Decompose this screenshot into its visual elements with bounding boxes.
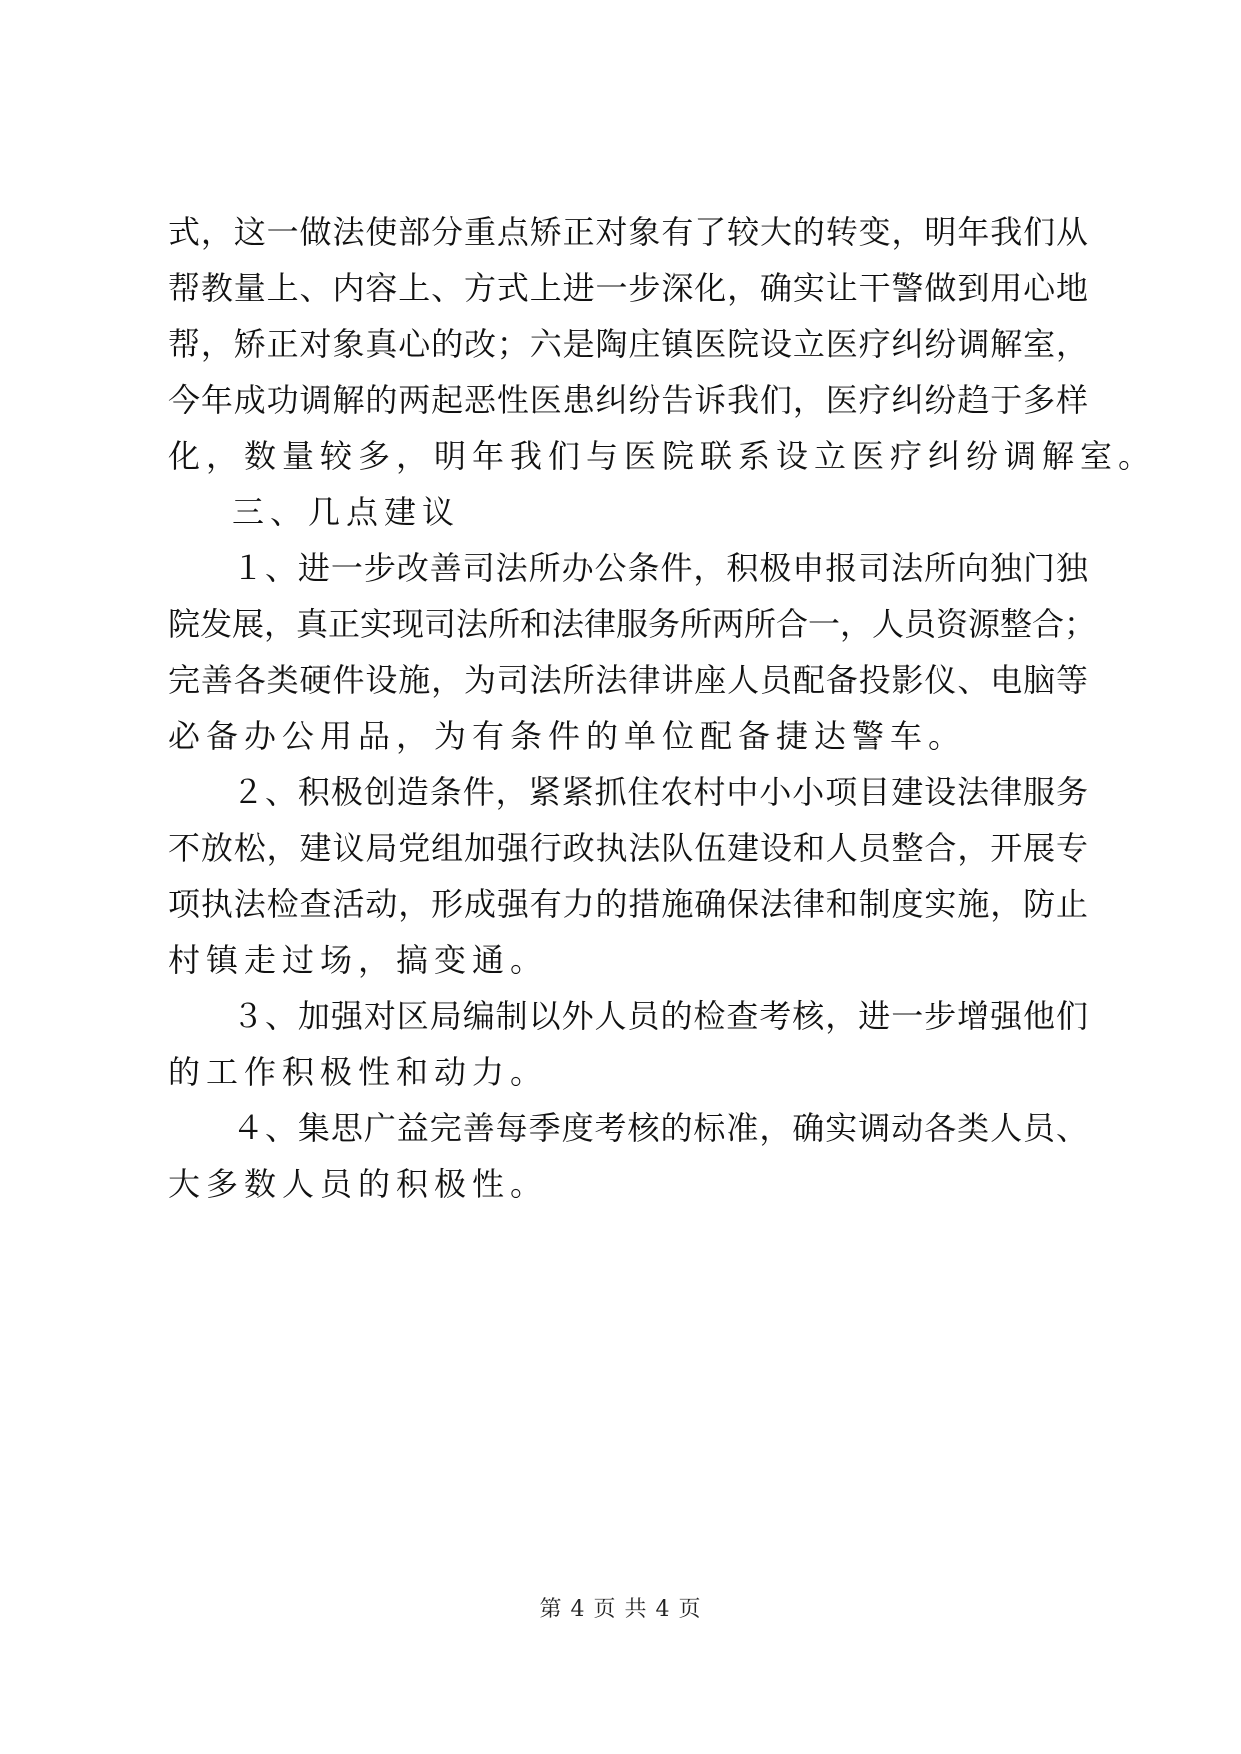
text-line: ４、集思广益完善每季度考核的标准，确实调动各类人员、 (232, 1109, 1088, 1147)
text-line: 大多数人员的积极性。 (168, 1165, 549, 1203)
text-line: 今年成功调解的两起恶性医患纠纷告诉我们，医疗纠纷趋于多样 (168, 381, 1088, 419)
text-line: 村镇走过场，搞变通。 (168, 941, 549, 979)
text-line: 帮，矫正对象真心的改；六是陶庄镇医院设立医疗纠纷调解室， (168, 325, 1088, 363)
text-line: 院发展，真正实现司法所和法律服务所两所合一，人员资源整合； (168, 605, 1097, 643)
text-line: 帮教量上、内容上、方式上进一步深化，确实让干警做到用心地 (168, 269, 1088, 307)
text-line: ２、积极创造条件，紧紧抓住农村中小小项目建设法律服务 (232, 773, 1088, 811)
text-line: １、进一步改善司法所办公条件，积极申报司法所向独门独 (232, 549, 1088, 587)
text-line: 必备办公用品，为有条件的单位配备捷达警车。 (168, 717, 967, 755)
text-line: 式，这一做法使部分重点矫正对象有了较大的转变，明年我们从 (168, 213, 1088, 251)
text-line: 化，数量较多，明年我们与医院联系设立医疗纠纷调解室。 (168, 437, 1157, 475)
text-line: ３、加强对区局编制以外人员的检查考核，进一步增强他们 (232, 997, 1088, 1035)
text-line: 的工作积极性和动力。 (168, 1053, 549, 1091)
text-line: 项执法检查活动，形成强有力的措施确保法律和制度实施，防止 (168, 885, 1088, 923)
section-heading: 三、几点建议 (232, 493, 461, 531)
text-line: 完善各类硬件设施，为司法所法律讲座人员配备投影仪、电脑等 (168, 661, 1088, 699)
text-line: 不放松，建议局党组加强行政执法队伍建设和人员整合，开展专 (168, 829, 1088, 867)
page-number-footer: 第 4 页 共 4 页 (539, 1597, 702, 1622)
